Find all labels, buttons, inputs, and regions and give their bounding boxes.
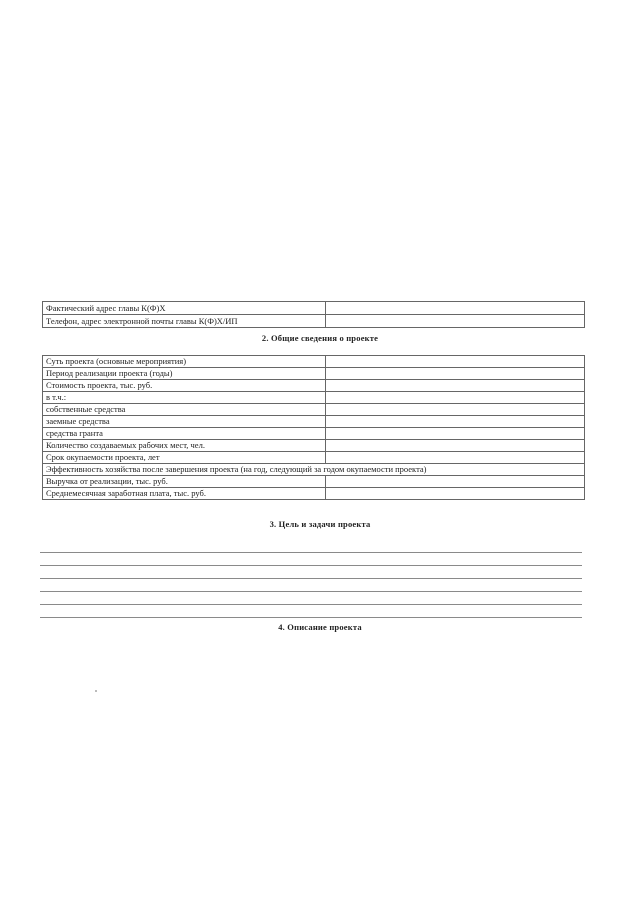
project-info-table — [42, 355, 585, 500]
goal-line[interactable] — [40, 566, 582, 579]
goal-line[interactable] — [40, 553, 582, 566]
goal-line[interactable] — [40, 605, 582, 618]
info-row-value[interactable] — [326, 452, 585, 464]
goal-line[interactable] — [40, 540, 582, 553]
info-row — [43, 476, 585, 488]
info-row-label: Среднемесячная заработная плата, тыс. руб. — [43, 488, 326, 500]
section-3-title: 3. Цель и задачи проекта — [269, 519, 371, 529]
info-row-label: Суть проекта (основные мероприятия) — [43, 356, 326, 368]
info-row-value[interactable] — [326, 416, 585, 428]
info-row-label: Стоимость проекта, тыс. руб. — [43, 380, 326, 392]
goal-line[interactable] — [40, 592, 582, 605]
info-row-label: собственные средства — [43, 404, 326, 416]
info-row-value[interactable] — [326, 404, 585, 416]
info-row-value[interactable] — [326, 428, 585, 440]
info-row-value[interactable] — [326, 356, 585, 368]
info-row-value[interactable] — [326, 476, 585, 488]
info-row-value[interactable] — [326, 440, 585, 452]
info-row-label: Срок окупаемости проекта, лет — [43, 452, 326, 464]
info-row — [43, 356, 585, 368]
info-row — [43, 452, 585, 464]
info-row — [43, 464, 585, 476]
contact-row-label: Фактический адрес главы К(Ф)Х — [43, 302, 326, 315]
info-row-label: Период реализации проекта (годы) — [43, 368, 326, 380]
info-row — [43, 380, 585, 392]
contact-row-label: Телефон, адрес электронной почты главы К(Ф)Х/ИП — [43, 315, 326, 328]
goal-line[interactable] — [40, 579, 582, 592]
scan-speck — [95, 690, 97, 692]
info-row-label: Эффективность хозяйства после завершения проекта (на год, следующий за годом окупаемости проекта) — [43, 464, 585, 476]
info-row — [43, 404, 585, 416]
info-row — [43, 368, 585, 380]
section-4-title: 4. Описание проекта — [278, 622, 362, 632]
contact-row-value[interactable] — [326, 315, 585, 328]
contact-table — [42, 301, 585, 328]
info-row-label: в т.ч.: — [43, 392, 326, 404]
info-row — [43, 416, 585, 428]
info-row — [43, 488, 585, 500]
info-row-label: средства гранта — [43, 428, 326, 440]
info-row — [43, 392, 585, 404]
info-row-value[interactable] — [326, 368, 585, 380]
info-row — [43, 428, 585, 440]
info-row-value[interactable] — [326, 380, 585, 392]
contact-row — [43, 302, 585, 315]
section-2-title: 2. Общие сведения о проекте — [261, 333, 379, 343]
contact-row — [43, 315, 585, 328]
info-row — [43, 440, 585, 452]
info-row-label: заемные средства — [43, 416, 326, 428]
info-row-value[interactable] — [326, 488, 585, 500]
contact-row-value[interactable] — [326, 302, 585, 315]
goal-writing-lines — [40, 540, 582, 618]
info-row-value[interactable] — [326, 392, 585, 404]
info-row-label: Выручка от реализации, тыс. руб. — [43, 476, 326, 488]
info-row-label: Количество создаваемых рабочих мест, чел. — [43, 440, 326, 452]
